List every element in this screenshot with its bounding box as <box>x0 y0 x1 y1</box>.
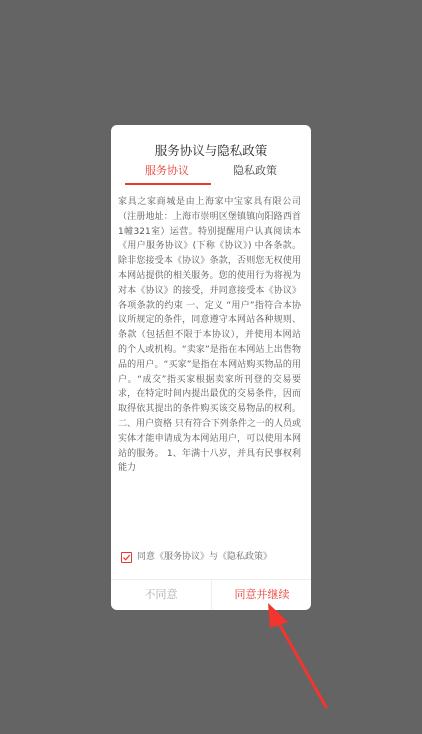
accept-continue-button[interactable]: 同意并继续 <box>211 580 311 610</box>
dialog-title: 服务协议与隐私政策 <box>154 143 268 158</box>
tab-privacy-policy[interactable]: 隐私政策 <box>233 164 277 177</box>
agreement-content[interactable]: 家具之家商城是由上海家中宝家具有限公司（注册地址：上海市崇明区堡镇镇向阳路西首1幢321室）运营。特别提醒用户认真阅读本《用户服务协议》(下称《协议》) 中各条款。除非您接受本《协议》条款，否则您无权使用本网站提供的相关服务。您的使用行为将视为对本《协议》的接受，并同意接受本《协议》各项条款的约束 一、定义 “用户”指符合本协议所规定的条件，同意遵守本网站各种规则、条款（包括但不限于本协议），并使用本网站的个人或机构。“卖家”是指在本网站上出售物品的用户。“买家”是指在本网站购买物品的用户。“成交”指买家根据卖家所刊登的交易要求，在特定时间内提出最优的交易条件，因而取得依其提出的条件购买该交易物品的权利。 二、用户资格 只有符合下列条件之一的人员或实体才能申请成为本网站用户，可以使用本网站的服务。 1、年满十八岁，并具有民事权利能力 <box>118 197 301 474</box>
agree-label: 同意《服务协议》与《隐私政策》 <box>137 552 273 562</box>
decline-button[interactable]: 不同意 <box>144 588 178 601</box>
tab-service-agreement[interactable]: 服务协议 <box>145 164 189 177</box>
